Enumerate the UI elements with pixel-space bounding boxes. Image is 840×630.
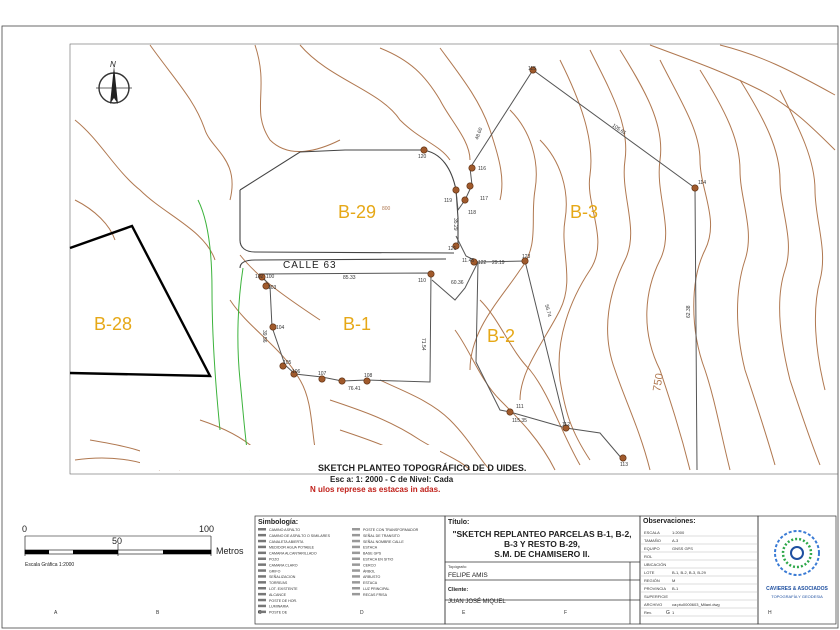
- symbology-item: CANALETA ABIERTA: [269, 539, 304, 544]
- symbology-item: LUMINARIA: [269, 604, 289, 609]
- symbology-swatch: [258, 575, 266, 578]
- scale-tick-100: 100: [199, 524, 215, 534]
- grid-letter: G: [666, 610, 670, 616]
- symbology-item: CAMINO DE ASFALTO O SIMILARES: [269, 533, 330, 538]
- distance-label: 115.35: [512, 418, 527, 424]
- symbology-swatch: [352, 563, 360, 566]
- symbology-item: CAMARA CLARO: [269, 563, 298, 568]
- symbology-swatch: [258, 605, 266, 608]
- observation-key: EQUIPO: [644, 546, 660, 551]
- observation-key: LOTE: [644, 570, 655, 575]
- distance-label: 76.41: [348, 386, 361, 392]
- observation-key: REGIÓN: [644, 578, 660, 583]
- contour-value-label: 750: [651, 372, 667, 393]
- symbology-swatch: [352, 528, 360, 531]
- symbology-swatch: [258, 599, 266, 602]
- station-label: 112: [562, 422, 570, 428]
- distance-label: 60.36: [451, 280, 464, 286]
- station-label: 114: [698, 180, 706, 186]
- observations-label: Observaciones:: [643, 518, 696, 525]
- observation-key: ARCHIVO: [644, 602, 663, 607]
- contour-value-label-small: 800: [382, 206, 391, 212]
- symbology-item: ESTACA: [363, 545, 378, 550]
- symbology-swatch: [352, 534, 360, 537]
- symbology-item: CAMINO ASFALTO: [269, 528, 301, 532]
- symbology-item: ALCANCE: [269, 592, 286, 597]
- symbology-swatch: [258, 569, 266, 572]
- station-label: 120: [418, 154, 427, 160]
- symbology-item: RECAS FRISA: [363, 592, 387, 597]
- scale-tick-0: 0: [22, 524, 28, 534]
- symbology-swatch: [352, 569, 360, 572]
- b28-boundary: [70, 226, 210, 376]
- grid-letter: H: [768, 610, 772, 616]
- symbology-item: CERCO: [363, 563, 376, 568]
- observation-key: TAMAÑO: [644, 538, 661, 543]
- grid-letters: [54, 610, 772, 616]
- observation-value: ca:ptu0000603_Milani.dwg: [672, 602, 720, 607]
- symbology-swatch: [258, 534, 266, 537]
- observation-key: SUPERFICIE: [644, 594, 669, 599]
- observation-value: 1: [672, 610, 675, 615]
- map-note-title: SKETCH PLANTEO TOPOGRÁFICO DE D UIDES.: [318, 463, 527, 473]
- distance-label: 11.45: [462, 258, 475, 264]
- symbology-item: TORRE/AS: [269, 581, 288, 586]
- station-label: 103: [268, 285, 277, 291]
- grid-letter: F: [564, 610, 568, 616]
- symbology-swatch: [352, 581, 360, 584]
- observations-table: [640, 530, 758, 616]
- grid-letter: D: [360, 610, 364, 616]
- distance-label: 71.54: [420, 338, 426, 351]
- grid-letter: B: [156, 610, 160, 616]
- symbology-item: GRIFO: [269, 569, 281, 574]
- parcel-label-b2: B-2: [487, 326, 516, 346]
- station-label: 111: [516, 404, 524, 410]
- station-label: 105: [283, 360, 292, 366]
- north-arrow-icon: [96, 66, 132, 104]
- grid-letter: E: [462, 610, 466, 616]
- symbology-item: BASE GPS: [363, 551, 382, 556]
- contour-lines: [75, 45, 835, 470]
- symbology-swatch: [258, 528, 266, 531]
- observation-key: Rev.: [644, 610, 652, 615]
- title-line-1: "SKETCH REPLANTEO PARCELAS B-1, B-2,: [452, 529, 632, 539]
- parcel-labels: [94, 202, 598, 346]
- symbology-swatch: [258, 546, 266, 549]
- distance-label: 39.56: [261, 330, 267, 343]
- symbology-item: ESTACA: [363, 581, 378, 586]
- distance-label: 29.19: [492, 260, 505, 266]
- symbology-swatch: [352, 546, 360, 549]
- distance-label: 35.29: [452, 218, 458, 231]
- observation-value: 1:2000: [672, 530, 685, 535]
- symbology-item: LUZ PRINCIPAL: [363, 587, 390, 591]
- symbology-swatch: [352, 558, 360, 561]
- symbology-item: CAMARA ALCANTARILLADO: [269, 551, 317, 556]
- symbology-item: POSTE CON TRANSFORMADOR: [363, 528, 419, 532]
- observation-key: ROL: [644, 554, 653, 559]
- station-label: 113: [620, 462, 628, 468]
- station-label: 110: [418, 278, 426, 284]
- station-label: 104: [276, 325, 285, 331]
- symbology-swatch: [352, 587, 360, 590]
- map-notes: [310, 463, 526, 494]
- topografo-label: Topógrafo:: [448, 564, 467, 569]
- observation-key: PROVINCIA: [644, 586, 667, 591]
- scale-unit: Metros: [216, 546, 244, 556]
- station-label: 115: [528, 66, 536, 72]
- distance-label: 56.74: [543, 303, 553, 318]
- symbology-item: ÁRBOL: [363, 569, 376, 574]
- company-logo-icon: [775, 531, 819, 575]
- symbology-item: MEDIDOR AGUA POTABLE: [269, 545, 315, 550]
- map-note-stakes: N ulos represe as estacas in adas.: [310, 485, 441, 494]
- station-label: 122: [478, 260, 487, 266]
- observation-value: B-1, B-2, B-3, B-29: [672, 570, 706, 575]
- grid-letter: C: [258, 610, 262, 616]
- parcel-label-b1: B-1: [343, 314, 372, 334]
- symbology-item: SEÑAL NOMBRE CALLE: [363, 539, 404, 544]
- parcel-label-b3: B-3: [570, 202, 599, 222]
- company-sub: TOPOGRAFÍA Y GEODESIA: [771, 594, 823, 599]
- symbology-item: SEÑALIZACION: [269, 575, 296, 580]
- station-label: 116: [478, 166, 486, 172]
- observation-value: B-1: [672, 586, 679, 591]
- observation-key: ESCALA: [644, 530, 660, 535]
- symbology-swatch: [352, 540, 360, 543]
- station-label: 118: [468, 210, 476, 216]
- street-label: CALLE 63: [283, 260, 337, 271]
- station-label: 100: [266, 274, 275, 280]
- symbology-swatch: [258, 552, 266, 555]
- symbology-item: ARBUSTO: [363, 575, 381, 580]
- station-label: 119: [444, 198, 452, 204]
- grid-letter: A: [54, 610, 58, 616]
- station-label: 106: [292, 369, 301, 375]
- symbology-item: LOT. EXISTENTE: [269, 587, 298, 591]
- station-label: 123: [522, 254, 531, 260]
- distance-label: 105.65: [610, 122, 627, 137]
- station-label: 117: [480, 196, 488, 202]
- symbology-column-2: [352, 528, 419, 597]
- symbology-title: Simbología:: [258, 519, 299, 526]
- symbology-swatch: [258, 563, 266, 566]
- symbology-swatch: [352, 575, 360, 578]
- map-note-scale: Esc a: 1: 2000 - C de Nivel: Cada: [330, 475, 454, 484]
- title-line-2: B-3 Y RESTO B-29,: [503, 539, 581, 549]
- parcel-label-b28: B-28: [94, 314, 133, 334]
- title-label: Título:: [448, 519, 470, 526]
- observation-key: UBICACIÓN: [644, 562, 667, 567]
- title-line-3: S.M. DE CHAMISERO II.: [494, 549, 590, 559]
- symbology-column-1: [258, 528, 331, 615]
- distance-label: 85.33: [343, 275, 356, 281]
- observation-value: M: [672, 578, 676, 583]
- station-label: 102: [255, 274, 264, 280]
- symbology-swatch: [258, 587, 266, 590]
- north-label: N: [110, 60, 116, 69]
- cliente-name: JUAN JOSÉ MIQUEL: [448, 599, 506, 605]
- observation-value: A-3: [672, 538, 679, 543]
- station-label: 121: [448, 246, 457, 252]
- symbology-swatch: [352, 552, 360, 555]
- distance-label: 62.38: [686, 305, 692, 318]
- company-name: CAVIERES & ASOCIADOS: [766, 586, 828, 592]
- station-label: 107: [318, 371, 327, 377]
- map-frame: [70, 44, 838, 474]
- symbology-item: ESTACA EN SITIO: [363, 557, 394, 562]
- observation-value: GNSS GPS: [672, 546, 693, 551]
- cliente-label: Cliente:: [448, 587, 469, 593]
- distance-label: 48.60: [474, 126, 485, 141]
- symbology-item: POSTE DE: [269, 610, 288, 615]
- symbology-swatch: [352, 593, 360, 596]
- symbology-swatch: [258, 558, 266, 561]
- scale-caption: Escala Gráfica 1:2000: [25, 562, 75, 568]
- scale-tick-50: 50: [112, 536, 123, 546]
- parcel-label-b29: B-29: [338, 202, 377, 222]
- symbology-swatch: [258, 540, 266, 543]
- station-label: 108: [364, 373, 373, 379]
- topografo-name: FELIPE AMIS: [448, 572, 488, 579]
- symbology-swatch: [258, 593, 266, 596]
- symbology-item: POZO: [269, 557, 280, 562]
- symbology-swatch: [258, 581, 266, 584]
- symbology-item: POSTE DE HOR.: [269, 598, 298, 603]
- symbology-item: SEÑAL DE TRANSITO: [363, 533, 400, 538]
